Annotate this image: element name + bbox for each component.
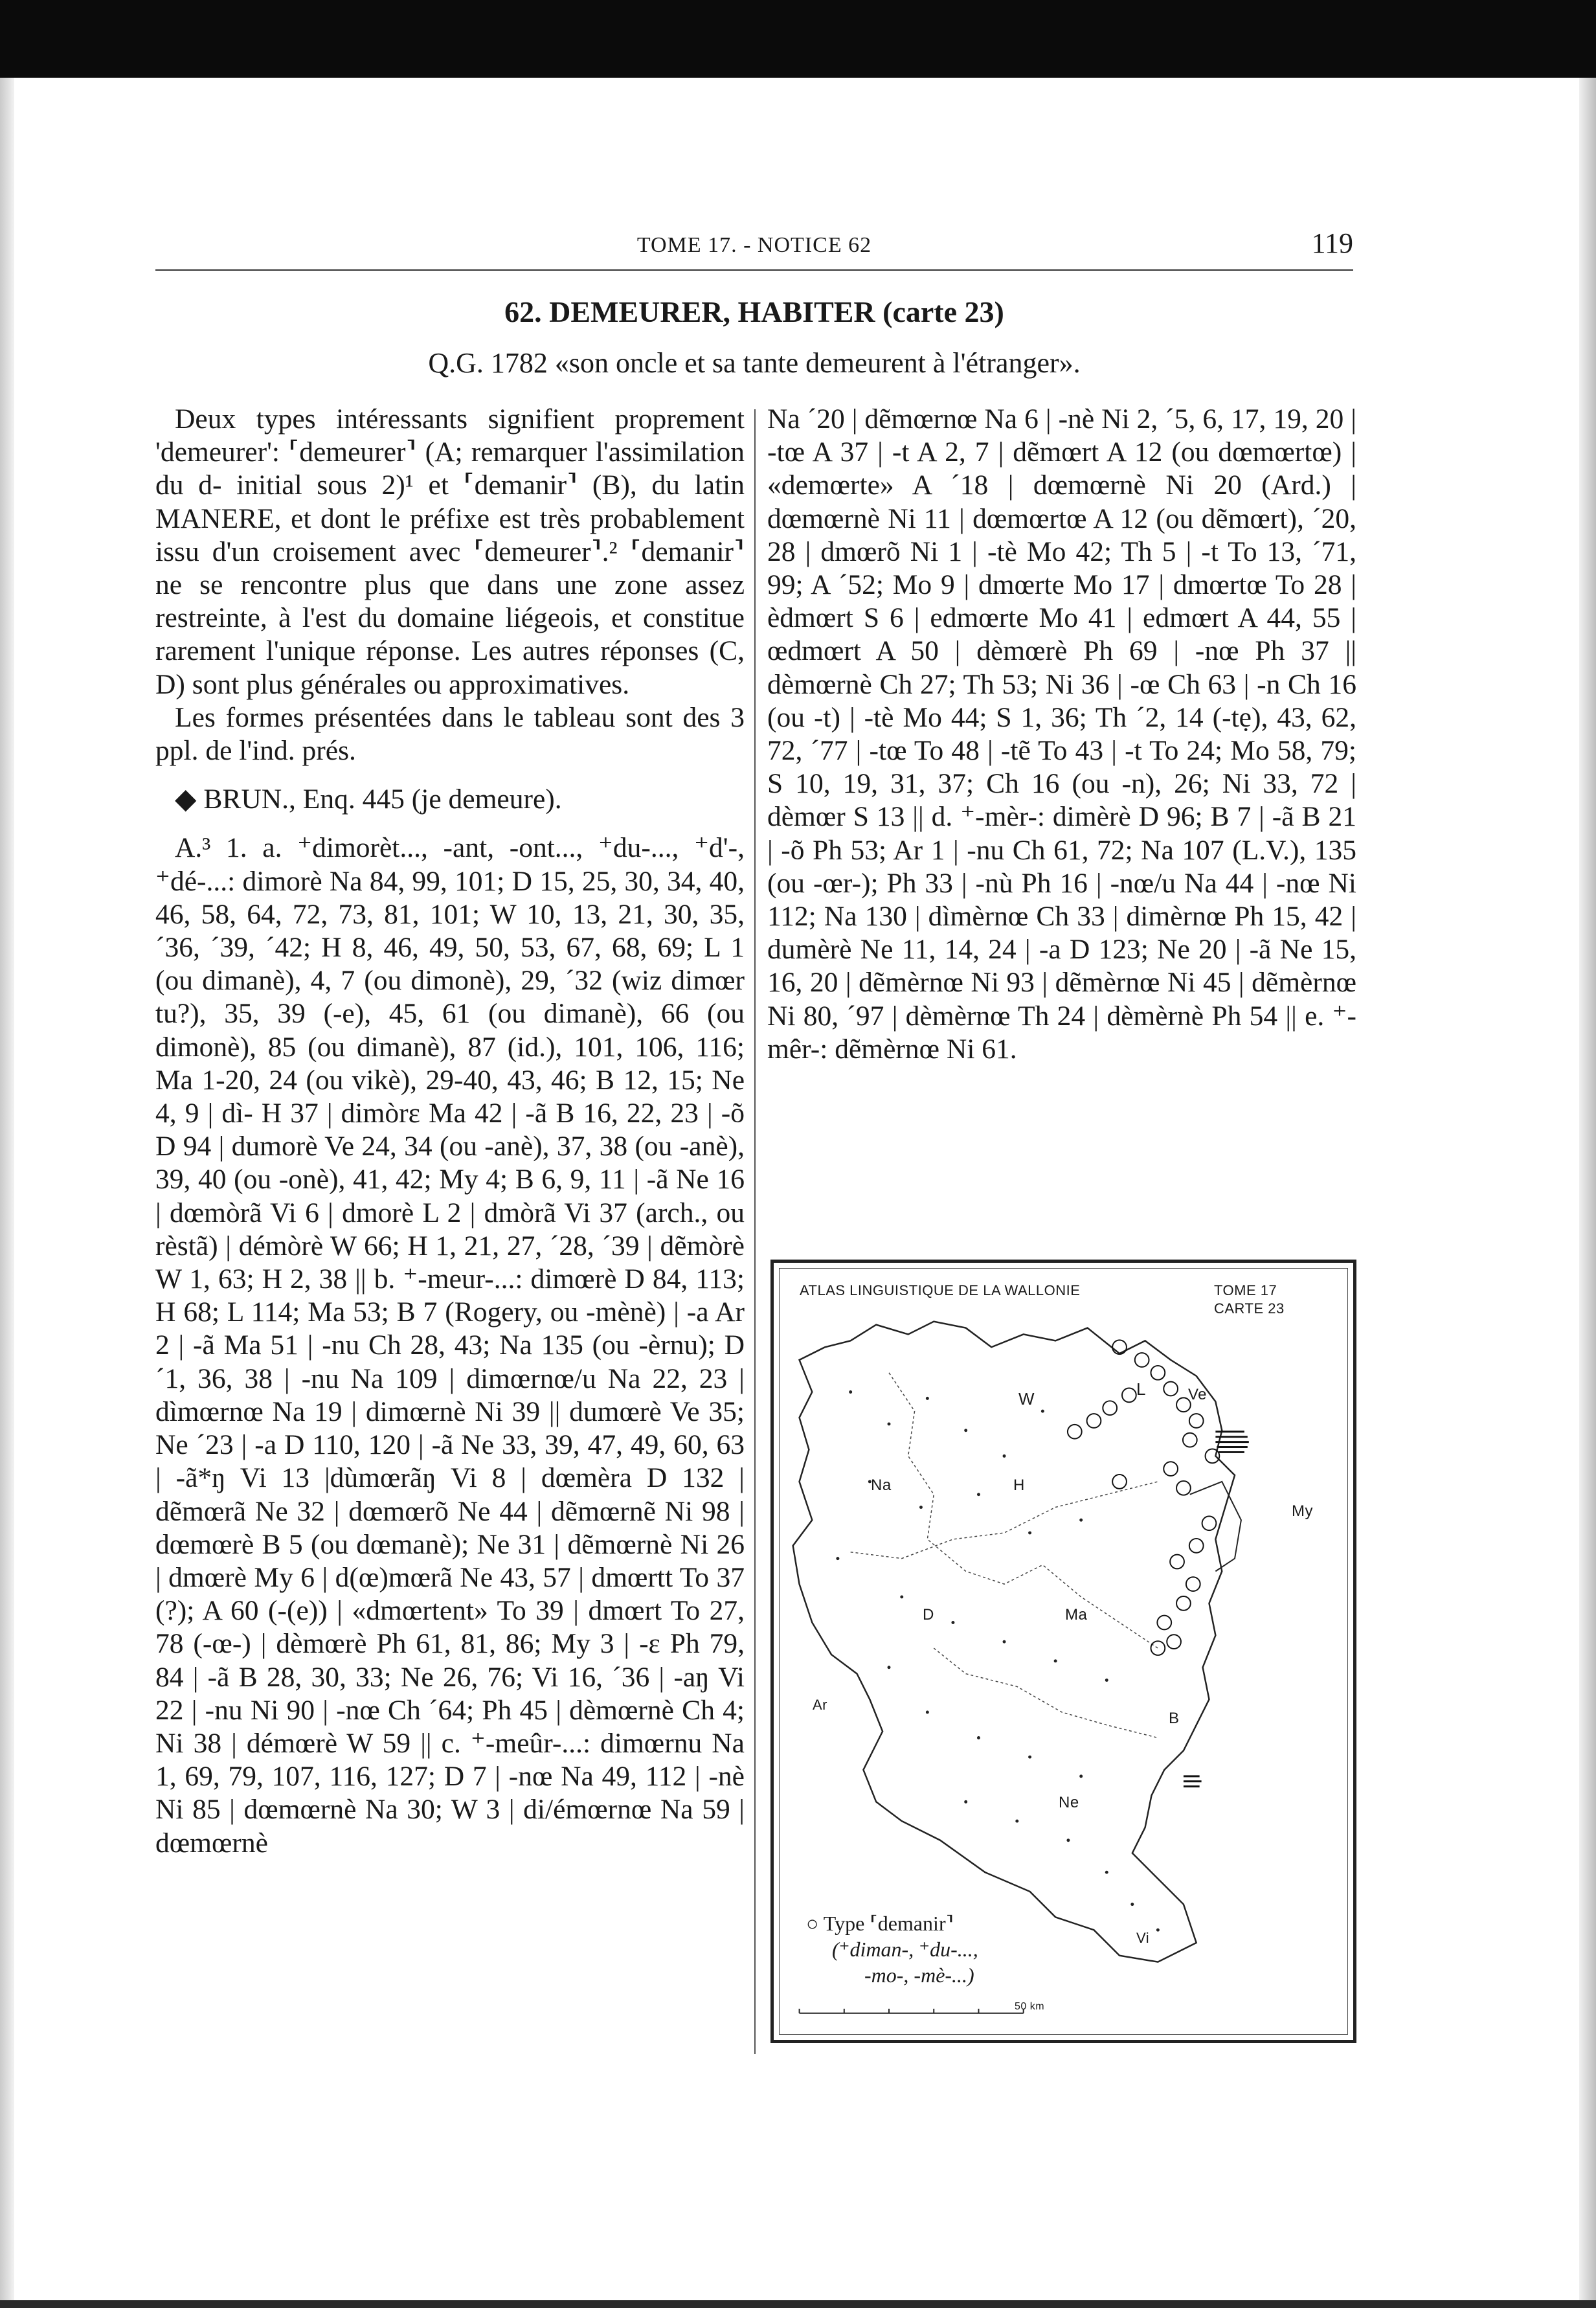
header-rule	[155, 269, 1353, 271]
question-line: Q.G. 1782 «son oncle et sa tante demeurent à l'étranger».	[428, 347, 1081, 379]
column-divider	[754, 409, 756, 2054]
region-label-b: B	[1169, 1710, 1180, 1727]
bibliography-line: ◆ BRUN., Enq. 445 (je demeure).	[175, 784, 562, 815]
page-number: 119	[1311, 227, 1353, 259]
scan-right-edge	[1579, 78, 1596, 2308]
continued-forms: Na ´20 | dẽmœrnœ Na 6 | -nè Ni 2, ´5, 6, 17, 19, 20 | -tœ A 37 | -t A 2, 7 | dẽmœrt A 12 (ou dœmœrtœ) | «demœrte» A ´18 | dœmœrnè Ni 20 (Ard.) | dœmœrnè Ni 11 | dœmœrtœ A 12 (ou dẽmœrt), ´20, 28 | dmœrõ Ni 1 | -tè Mo 42; Th 5 | -t To 13, ´71, 99; A ´52; Mo 9 | dmœrte Mo 17 | dmœrtœ To 28 | èdmœrt S 6 | edmœrte Mo 41 | edmœrt A 44, 55 | œdmœrt A 50 | dèmœrè Ph 69 | -nœ Ph 37 || dèmœrnè Ch 27; Th 53; Ni 36 | -œ Ch 63 | -n Ch 16 (ou -t) | -tè Mo 44; S 1, 36; Th ´2, 14 (-tẹ), 43, 62, 72, ´77 | -tœ To 48 | -tẽ To 43 | -t To 24; Mo 58, 79; S 10, 19, 31, 37; Ch 16 (ou -n), 26; Ni 33, 72 | dèmœr S 13 || d. ⁺-mèr-: dimèrè D 96; B 7 | -ã B 21 | -õ Ph 53; Ar 1 | -nu Ch 61, 72; Na 107 (L.V.), 135 (ou -œr-); Ph 33 | -nù Ph 16 | -nœ/u Na 44 | -nœ Ni 112; Na 130 | dìmèrnœ Ch 33 | dimèrnœ Ph 15, 42 | dumèrè Ne 11, 14, 24 | -a D 123; Ne 20 | -ã Ne 15, 16, 20 | dẽmèrnœ Ni 93 | dẽmèrnœ Ni 45 | dẽmèrnœ Ni 80, ´97 | dèmèrnœ Th 24 | dèmèrnè Ph 54 || e. ⁺-mêr-: dẽmèrnœ Ni 61.	[767, 403, 1356, 1065]
right-column	[767, 403, 1356, 1066]
region-label-na: Na	[871, 1476, 892, 1494]
region-label-d: D	[923, 1606, 934, 1624]
region-label-w: W	[1018, 1389, 1035, 1409]
region-label-ve: Ve	[1188, 1386, 1208, 1403]
region-label-ma: Ma	[1065, 1606, 1088, 1624]
atlas-name: ATLAS LINGUISTIQUE DE LA WALLONIE	[800, 1282, 1081, 1298]
map-legend	[806, 1910, 978, 1988]
forms-note: Les formes présentées dans le tableau sont des 3 ppl. de l'ind. prés.	[155, 701, 745, 767]
region-label-h: H	[1013, 1476, 1025, 1494]
running-head	[155, 227, 1353, 266]
map-figure	[770, 1260, 1356, 2043]
type-a-forms: A.³ 1. a. ⁺dimorèt..., -ant, -ont..., ⁺du-..., ⁺d'-, ⁺dé-...: dimorè Na 84, 99, 101; D 15, 25, 30, 34, 40, 46, 58, 64, 72, 73, 81, 101; W 10, 13, 21, 30, 35, ´36, ´39, ´42; H 8, 46, 49, 50, 53, 67, 68, 69; L 1 (ou dimanè), 4, 7 (ou dimonè), 29, ´32 (wiz dimœr tu?), 35, 39 (-e), 45, 61 (ou dimanè), 66 (ou dimonè), 85 (ou dimanè), 87 (id.), 101, 106, 116; Ma 1-20, 24 (ou vikè), 29-40, 43, 46; B 12, 15; Ne 4, 9 | dì- H 37 | dimòrɛ Ma 42 | -ã B 16, 22, 23 | -õ D 94 | dumorè Ve 24, 34 (ou -anè), 37, 38 (ou -anè), 39, 40 (ou -onè), 41, 42; My 4; B 6, 9, 11 | -ã Ne 16 | dœmòrã Vi 6 | dmorè L 2 | dmòrã Vi 37 (arch., ou rèstã) | démòrè W 66; H 1, 21, 27, ´28, ´39 | dẽmòrè W 1, 63; H 2, 38 || b. ⁺-meur-...: dimœrè D 84, 113; H 68; L 114; Ma 53; B 7 (Rogery, ou -mènè) | -a Ar 2 | -ã Ma 51 | -nu Ch 28, 43; Na 135 (ou -èrnu); D ´1, 36, 38 | -nu Na 109 | dimœrnœ/u Na 22, 23 | dìmœrnœ Na 19 | dimœrnè Ni 39 || dumœrè Ve 35; Ne ´23 | -a D 110, 120 | -ã Ne 33, 39, 47, 49, 60, 63 | -ã*ŋ Vi 13 |dùmœrãŋ Vi 8 | dœmèra D 132 | dẽmœrã Ne 32 | dœmœrõ Ne 44 | dẽmœrnẽ Ni 98 | dœmœrè B 5 (ou dœmanè); Ne 31 | dẽmœrnè Ni 26 | dmœrè My 6 | d(œ)mœrã Ne 43, 57 | dmœrtt To 37 (?); A 60 (-(e)) | «dmœrtent» To 39 | dmœrt To 27, 78 (-œ-) | dèmœrè Ph 61, 81, 86; My 3 | -ɛ Ph 79, 84 | -ã B 28, 30, 33; Ne 26, 76; Vi 16, ´36 | -aŋ Vi 22 | -nu Ni 90 | -nœ Ch ´64; Ph 45 | dèmœrnè Ch 4; Ni 38 | démœrè W 59 || c. ⁺-meûr-...: dimœrnu Na 1, 69, 79, 107, 116, 127; D 7 | -nœ Na 49, 112 | -nè Ni 85 | dœmœrnè Na 30; W 3 | di/émœrnœ Na 59 | dœmœrnè	[155, 832, 745, 1859]
scan-bottom-edge	[0, 2300, 1596, 2308]
region-label-l: L	[1136, 1379, 1146, 1399]
legend-forms-1: (⁺diman-, ⁺du-...,	[832, 1938, 978, 1961]
intro-paragraph: Deux types intéressants signifient proprement 'demeurer': ⸢demeurer⸣ (A; remarquer l'assimilation du d- initial sous 2)¹ et ⸢demanir⸣ (B), du latin MANERE, et dont le préfixe est très probablement issu d'un croisement avec ⸢demeurer⸣.² ⸢demanir⸣ ne se rencontre plus que dans une zone assez restreinte, à l'est du domaine liégeois, et constitue rarement l'unique réponse. Les autres réponses (C, D) sont plus générales ou approximatives.	[155, 403, 745, 700]
notice-title: 62. DEMEURER, HABITER (carte 23)	[504, 295, 1004, 328]
region-label-my: My	[1292, 1502, 1313, 1520]
legend-type: ○ Type ⸢demanir⸣	[806, 1912, 954, 1935]
region-label-ar: Ar	[813, 1697, 827, 1713]
region-label-ne: Ne	[1059, 1794, 1079, 1811]
legend-forms-2: -mo-, -mè-...)	[864, 1963, 974, 1987]
map-carte: CARTE 23	[1214, 1300, 1285, 1317]
running-head-title: TOME 17. - NOTICE 62	[636, 233, 872, 257]
scale-label: 50 km	[1015, 2001, 1045, 2012]
left-column	[155, 403, 745, 1860]
map-tome: TOME 17	[1214, 1282, 1277, 1298]
scan-top-border	[0, 0, 1596, 78]
scan-left-edge	[0, 78, 14, 2308]
region-label-vi: Vi	[1136, 1930, 1150, 1946]
